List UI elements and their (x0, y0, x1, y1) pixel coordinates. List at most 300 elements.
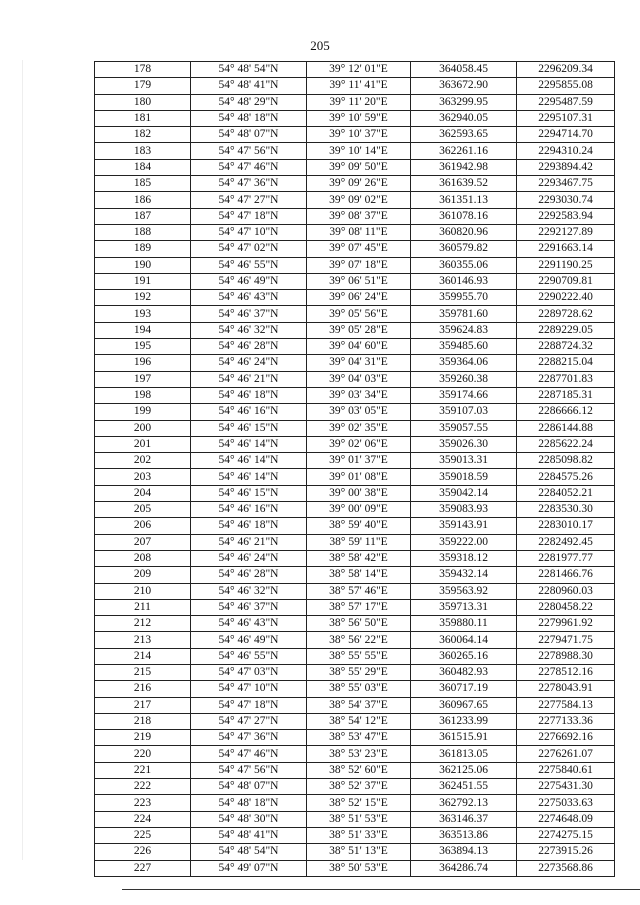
scan-edge (22, 60, 23, 860)
latitude-cell: 54° 46' 49"N (191, 632, 307, 648)
table-row (95, 208, 615, 224)
table-row (95, 664, 615, 680)
longitude-cell: 39° 02' 35"E (307, 420, 411, 436)
point-number-cell: 190 (95, 257, 191, 273)
coordinates-table-body (95, 62, 615, 877)
y-coordinate-cell: 2283010.17 (517, 518, 615, 534)
table-row (95, 110, 615, 126)
latitude-cell: 54° 46' 37"N (191, 306, 307, 322)
x-coordinate-cell: 361515.91 (411, 730, 517, 746)
longitude-cell: 39° 01' 08"E (307, 469, 411, 485)
x-coordinate-cell: 360064.14 (411, 632, 517, 648)
y-coordinate-cell: 2295855.08 (517, 78, 615, 94)
x-coordinate-cell: 360482.93 (411, 664, 517, 680)
page-number: 205 (310, 38, 330, 53)
y-coordinate-cell: 2288215.04 (517, 355, 615, 371)
point-number-cell: 222 (95, 779, 191, 795)
point-number-cell: 212 (95, 616, 191, 632)
latitude-cell: 54° 46' 14"N (191, 469, 307, 485)
point-number-cell: 200 (95, 420, 191, 436)
table-row (95, 746, 615, 762)
point-number-cell: 199 (95, 404, 191, 420)
y-coordinate-cell: 2295487.59 (517, 94, 615, 110)
longitude-cell: 39° 07' 45"E (307, 241, 411, 257)
x-coordinate-cell: 359432.14 (411, 567, 517, 583)
latitude-cell: 54° 47' 56"N (191, 762, 307, 778)
longitude-cell: 38° 52' 15"E (307, 795, 411, 811)
table-row (95, 257, 615, 273)
point-number-cell: 184 (95, 159, 191, 175)
latitude-cell: 54° 46' 55"N (191, 257, 307, 273)
x-coordinate-cell: 362792.13 (411, 795, 517, 811)
longitude-cell: 39° 04' 03"E (307, 371, 411, 387)
point-number-cell: 217 (95, 697, 191, 713)
latitude-cell: 54° 47' 46"N (191, 746, 307, 762)
x-coordinate-cell: 359222.00 (411, 534, 517, 550)
point-number-cell: 180 (95, 94, 191, 110)
table-row (95, 860, 615, 876)
latitude-cell: 54° 48' 07"N (191, 127, 307, 143)
point-number-cell: 220 (95, 746, 191, 762)
table-row (95, 567, 615, 583)
longitude-cell: 39° 00' 38"E (307, 485, 411, 501)
latitude-cell: 54° 46' 16"N (191, 404, 307, 420)
latitude-cell: 54° 46' 15"N (191, 420, 307, 436)
latitude-cell: 54° 46' 55"N (191, 648, 307, 664)
point-number-cell: 195 (95, 339, 191, 355)
latitude-cell: 54° 47' 03"N (191, 664, 307, 680)
table-row (95, 176, 615, 192)
latitude-cell: 54° 48' 18"N (191, 110, 307, 126)
point-number-cell: 198 (95, 387, 191, 403)
x-coordinate-cell: 360967.65 (411, 697, 517, 713)
point-number-cell: 216 (95, 681, 191, 697)
y-coordinate-cell: 2276261.07 (517, 746, 615, 762)
x-coordinate-cell: 361813.05 (411, 746, 517, 762)
point-number-cell: 204 (95, 485, 191, 501)
longitude-cell: 39° 00' 09"E (307, 502, 411, 518)
longitude-cell: 38° 52' 60"E (307, 762, 411, 778)
y-coordinate-cell: 2285098.82 (517, 453, 615, 469)
table-row (95, 844, 615, 860)
longitude-cell: 38° 51' 33"E (307, 827, 411, 843)
longitude-cell: 39° 06' 51"E (307, 273, 411, 289)
table-row (95, 355, 615, 371)
point-number-cell: 218 (95, 713, 191, 729)
table-row (95, 420, 615, 436)
point-number-cell: 188 (95, 224, 191, 240)
x-coordinate-cell: 362451.55 (411, 779, 517, 795)
longitude-cell: 39° 08' 11"E (307, 224, 411, 240)
longitude-cell: 38° 54' 37"E (307, 697, 411, 713)
point-number-cell: 224 (95, 811, 191, 827)
y-coordinate-cell: 2274648.09 (517, 811, 615, 827)
latitude-cell: 54° 46' 24"N (191, 550, 307, 566)
point-number-cell: 214 (95, 648, 191, 664)
longitude-cell: 38° 58' 42"E (307, 550, 411, 566)
table-row (95, 127, 615, 143)
x-coordinate-cell: 363513.86 (411, 827, 517, 843)
table-row (95, 339, 615, 355)
latitude-cell: 54° 48' 18"N (191, 795, 307, 811)
longitude-cell: 39° 01' 37"E (307, 453, 411, 469)
point-number-cell: 209 (95, 567, 191, 583)
point-number-cell: 225 (95, 827, 191, 843)
point-number-cell: 226 (95, 844, 191, 860)
x-coordinate-cell: 359083.93 (411, 502, 517, 518)
table-row (95, 485, 615, 501)
latitude-cell: 54° 47' 27"N (191, 192, 307, 208)
latitude-cell: 54° 46' 14"N (191, 453, 307, 469)
point-number-cell: 179 (95, 78, 191, 94)
latitude-cell: 54° 46' 32"N (191, 583, 307, 599)
latitude-cell: 54° 47' 27"N (191, 713, 307, 729)
x-coordinate-cell: 362940.05 (411, 110, 517, 126)
x-coordinate-cell: 359174.66 (411, 387, 517, 403)
longitude-cell: 38° 53' 47"E (307, 730, 411, 746)
latitude-cell: 54° 47' 02"N (191, 241, 307, 257)
table-row (95, 648, 615, 664)
x-coordinate-cell: 359563.92 (411, 583, 517, 599)
latitude-cell: 54° 46' 24"N (191, 355, 307, 371)
longitude-cell: 39° 05' 56"E (307, 306, 411, 322)
point-number-cell: 202 (95, 453, 191, 469)
table-row (95, 453, 615, 469)
longitude-cell: 39° 10' 37"E (307, 127, 411, 143)
table-row (95, 306, 615, 322)
longitude-cell: 38° 50' 53"E (307, 860, 411, 876)
y-coordinate-cell: 2276692.16 (517, 730, 615, 746)
y-coordinate-cell: 2273915.26 (517, 844, 615, 860)
table-row (95, 779, 615, 795)
table-row (95, 62, 615, 78)
longitude-cell: 39° 12' 01"E (307, 62, 411, 78)
x-coordinate-cell: 359057.55 (411, 420, 517, 436)
y-coordinate-cell: 2277584.13 (517, 697, 615, 713)
y-coordinate-cell: 2296209.34 (517, 62, 615, 78)
y-coordinate-cell: 2274275.15 (517, 827, 615, 843)
longitude-cell: 38° 58' 14"E (307, 567, 411, 583)
x-coordinate-cell: 363299.95 (411, 94, 517, 110)
point-number-cell: 185 (95, 176, 191, 192)
y-coordinate-cell: 2292127.89 (517, 224, 615, 240)
latitude-cell: 54° 46' 32"N (191, 322, 307, 338)
table-row (95, 730, 615, 746)
x-coordinate-cell: 363672.90 (411, 78, 517, 94)
x-coordinate-cell: 359260.38 (411, 371, 517, 387)
point-number-cell: 211 (95, 599, 191, 615)
longitude-cell: 39° 03' 05"E (307, 404, 411, 420)
x-coordinate-cell: 361351.13 (411, 192, 517, 208)
y-coordinate-cell: 2292583.94 (517, 208, 615, 224)
latitude-cell: 54° 47' 10"N (191, 224, 307, 240)
y-coordinate-cell: 2283530.30 (517, 502, 615, 518)
table-row (95, 681, 615, 697)
table-row (95, 192, 615, 208)
longitude-cell: 39° 11' 20"E (307, 94, 411, 110)
point-number-cell: 201 (95, 436, 191, 452)
latitude-cell: 54° 48' 54"N (191, 62, 307, 78)
y-coordinate-cell: 2280960.03 (517, 583, 615, 599)
y-coordinate-cell: 2290709.81 (517, 273, 615, 289)
latitude-cell: 54° 47' 18"N (191, 697, 307, 713)
table-row (95, 143, 615, 159)
point-number-cell: 193 (95, 306, 191, 322)
longitude-cell: 39° 04' 31"E (307, 355, 411, 371)
longitude-cell: 38° 57' 46"E (307, 583, 411, 599)
longitude-cell: 38° 51' 13"E (307, 844, 411, 860)
x-coordinate-cell: 361078.16 (411, 208, 517, 224)
x-coordinate-cell: 359107.03 (411, 404, 517, 420)
point-number-cell: 221 (95, 762, 191, 778)
table-row (95, 762, 615, 778)
point-number-cell: 205 (95, 502, 191, 518)
table-row (95, 159, 615, 175)
latitude-cell: 54° 47' 18"N (191, 208, 307, 224)
x-coordinate-cell: 360717.19 (411, 681, 517, 697)
point-number-cell: 219 (95, 730, 191, 746)
y-coordinate-cell: 2294714.70 (517, 127, 615, 143)
table-row (95, 795, 615, 811)
coordinates-table (94, 61, 615, 877)
latitude-cell: 54° 46' 28"N (191, 567, 307, 583)
x-coordinate-cell: 359485.60 (411, 339, 517, 355)
y-coordinate-cell: 2278512.16 (517, 664, 615, 680)
longitude-cell: 38° 55' 03"E (307, 681, 411, 697)
table-row (95, 241, 615, 257)
x-coordinate-cell: 362125.06 (411, 762, 517, 778)
point-number-cell: 223 (95, 795, 191, 811)
y-coordinate-cell: 2291190.25 (517, 257, 615, 273)
longitude-cell: 39° 08' 37"E (307, 208, 411, 224)
x-coordinate-cell: 364286.74 (411, 860, 517, 876)
table-row (95, 371, 615, 387)
latitude-cell: 54° 46' 21"N (191, 371, 307, 387)
x-coordinate-cell: 359143.91 (411, 518, 517, 534)
y-coordinate-cell: 2282492.45 (517, 534, 615, 550)
longitude-cell: 39° 10' 59"E (307, 110, 411, 126)
table-row (95, 436, 615, 452)
x-coordinate-cell: 360820.96 (411, 224, 517, 240)
table-row (95, 502, 615, 518)
table-row (95, 713, 615, 729)
point-number-cell: 182 (95, 127, 191, 143)
y-coordinate-cell: 2284052.21 (517, 485, 615, 501)
table-row (95, 632, 615, 648)
y-coordinate-cell: 2279471.75 (517, 632, 615, 648)
latitude-cell: 54° 46' 18"N (191, 518, 307, 534)
table-row (95, 78, 615, 94)
table-row (95, 599, 615, 615)
y-coordinate-cell: 2293030.74 (517, 192, 615, 208)
latitude-cell: 54° 47' 46"N (191, 159, 307, 175)
y-coordinate-cell: 2286144.88 (517, 420, 615, 436)
longitude-cell: 38° 51' 53"E (307, 811, 411, 827)
longitude-cell: 38° 54' 12"E (307, 713, 411, 729)
table-row (95, 583, 615, 599)
y-coordinate-cell: 2278988.30 (517, 648, 615, 664)
longitude-cell: 38° 53' 23"E (307, 746, 411, 762)
point-number-cell: 207 (95, 534, 191, 550)
table-row (95, 697, 615, 713)
latitude-cell: 54° 46' 43"N (191, 290, 307, 306)
y-coordinate-cell: 2286666.12 (517, 404, 615, 420)
y-coordinate-cell: 2285622.24 (517, 436, 615, 452)
longitude-cell: 38° 56' 22"E (307, 632, 411, 648)
y-coordinate-cell: 2280458.22 (517, 599, 615, 615)
longitude-cell: 38° 57' 17"E (307, 599, 411, 615)
table-row (95, 827, 615, 843)
latitude-cell: 54° 46' 37"N (191, 599, 307, 615)
longitude-cell: 39° 10' 14"E (307, 143, 411, 159)
latitude-cell: 54° 48' 29"N (191, 94, 307, 110)
latitude-cell: 54° 47' 36"N (191, 730, 307, 746)
longitude-cell: 39° 07' 18"E (307, 257, 411, 273)
latitude-cell: 54° 46' 49"N (191, 273, 307, 289)
x-coordinate-cell: 363146.37 (411, 811, 517, 827)
point-number-cell: 210 (95, 583, 191, 599)
x-coordinate-cell: 360146.93 (411, 273, 517, 289)
latitude-cell: 54° 47' 36"N (191, 176, 307, 192)
y-coordinate-cell: 2295107.31 (517, 110, 615, 126)
y-coordinate-cell: 2288724.32 (517, 339, 615, 355)
x-coordinate-cell: 361233.99 (411, 713, 517, 729)
table-row (95, 387, 615, 403)
y-coordinate-cell: 2273568.86 (517, 860, 615, 876)
y-coordinate-cell: 2291663.14 (517, 241, 615, 257)
x-coordinate-cell: 359364.06 (411, 355, 517, 371)
latitude-cell: 54° 48' 07"N (191, 779, 307, 795)
longitude-cell: 38° 59' 40"E (307, 518, 411, 534)
point-number-cell: 215 (95, 664, 191, 680)
latitude-cell: 54° 46' 16"N (191, 502, 307, 518)
latitude-cell: 54° 46' 15"N (191, 485, 307, 501)
table-row (95, 518, 615, 534)
y-coordinate-cell: 2275840.61 (517, 762, 615, 778)
latitude-cell: 54° 46' 18"N (191, 387, 307, 403)
table-row (95, 404, 615, 420)
longitude-cell: 39° 06' 24"E (307, 290, 411, 306)
y-coordinate-cell: 2293467.75 (517, 176, 615, 192)
x-coordinate-cell: 362593.65 (411, 127, 517, 143)
point-number-cell: 183 (95, 143, 191, 159)
longitude-cell: 38° 55' 29"E (307, 664, 411, 680)
longitude-cell: 38° 59' 11"E (307, 534, 411, 550)
table-row (95, 616, 615, 632)
longitude-cell: 39° 11' 41"E (307, 78, 411, 94)
point-number-cell: 194 (95, 322, 191, 338)
y-coordinate-cell: 2287701.83 (517, 371, 615, 387)
point-number-cell: 197 (95, 371, 191, 387)
table-row (95, 273, 615, 289)
table-row (95, 534, 615, 550)
longitude-cell: 39° 02' 06"E (307, 436, 411, 452)
x-coordinate-cell: 359013.31 (411, 453, 517, 469)
x-coordinate-cell: 360265.16 (411, 648, 517, 664)
x-coordinate-cell: 361639.52 (411, 176, 517, 192)
y-coordinate-cell: 2278043.91 (517, 681, 615, 697)
table-row (95, 94, 615, 110)
point-number-cell: 181 (95, 110, 191, 126)
x-coordinate-cell: 359624.83 (411, 322, 517, 338)
y-coordinate-cell: 2289229.05 (517, 322, 615, 338)
table-row (95, 811, 615, 827)
point-number-cell: 186 (95, 192, 191, 208)
x-coordinate-cell: 359018.59 (411, 469, 517, 485)
y-coordinate-cell: 2290222.40 (517, 290, 615, 306)
latitude-cell: 54° 46' 21"N (191, 534, 307, 550)
x-coordinate-cell: 359781.60 (411, 306, 517, 322)
x-coordinate-cell: 364058.45 (411, 62, 517, 78)
longitude-cell: 39° 09' 26"E (307, 176, 411, 192)
latitude-cell: 54° 46' 14"N (191, 436, 307, 452)
y-coordinate-cell: 2275431.30 (517, 779, 615, 795)
point-number-cell: 227 (95, 860, 191, 876)
table-row (95, 322, 615, 338)
x-coordinate-cell: 359880.11 (411, 616, 517, 632)
latitude-cell: 54° 48' 54"N (191, 844, 307, 860)
y-coordinate-cell: 2289728.62 (517, 306, 615, 322)
latitude-cell: 54° 48' 30"N (191, 811, 307, 827)
longitude-cell: 39° 09' 02"E (307, 192, 411, 208)
y-coordinate-cell: 2279961.92 (517, 616, 615, 632)
longitude-cell: 39° 09' 50"E (307, 159, 411, 175)
point-number-cell: 208 (95, 550, 191, 566)
point-number-cell: 206 (95, 518, 191, 534)
table-row (95, 550, 615, 566)
x-coordinate-cell: 359713.31 (411, 599, 517, 615)
longitude-cell: 39° 04' 60"E (307, 339, 411, 355)
point-number-cell: 192 (95, 290, 191, 306)
table-row (95, 290, 615, 306)
x-coordinate-cell: 360579.82 (411, 241, 517, 257)
y-coordinate-cell: 2281466.76 (517, 567, 615, 583)
latitude-cell: 54° 46' 28"N (191, 339, 307, 355)
longitude-cell: 38° 55' 55"E (307, 648, 411, 664)
x-coordinate-cell: 360355.06 (411, 257, 517, 273)
point-number-cell: 178 (95, 62, 191, 78)
longitude-cell: 39° 03' 34"E (307, 387, 411, 403)
latitude-cell: 54° 47' 10"N (191, 681, 307, 697)
table-row (95, 469, 615, 485)
latitude-cell: 54° 48' 41"N (191, 78, 307, 94)
latitude-cell: 54° 49' 07"N (191, 860, 307, 876)
y-coordinate-cell: 2293894.42 (517, 159, 615, 175)
table-row (95, 224, 615, 240)
latitude-cell: 54° 47' 56"N (191, 143, 307, 159)
point-number-cell: 187 (95, 208, 191, 224)
latitude-cell: 54° 46' 43"N (191, 616, 307, 632)
footer-rule (122, 889, 640, 890)
x-coordinate-cell: 363894.13 (411, 844, 517, 860)
point-number-cell: 196 (95, 355, 191, 371)
y-coordinate-cell: 2275033.63 (517, 795, 615, 811)
x-coordinate-cell: 359318.12 (411, 550, 517, 566)
longitude-cell: 39° 05' 28"E (307, 322, 411, 338)
point-number-cell: 203 (95, 469, 191, 485)
y-coordinate-cell: 2284575.26 (517, 469, 615, 485)
y-coordinate-cell: 2287185.31 (517, 387, 615, 403)
longitude-cell: 38° 52' 37"E (307, 779, 411, 795)
longitude-cell: 38° 56' 50"E (307, 616, 411, 632)
x-coordinate-cell: 361942.98 (411, 159, 517, 175)
point-number-cell: 191 (95, 273, 191, 289)
point-number-cell: 213 (95, 632, 191, 648)
latitude-cell: 54° 48' 41"N (191, 827, 307, 843)
x-coordinate-cell: 362261.16 (411, 143, 517, 159)
x-coordinate-cell: 359042.14 (411, 485, 517, 501)
x-coordinate-cell: 359955.70 (411, 290, 517, 306)
